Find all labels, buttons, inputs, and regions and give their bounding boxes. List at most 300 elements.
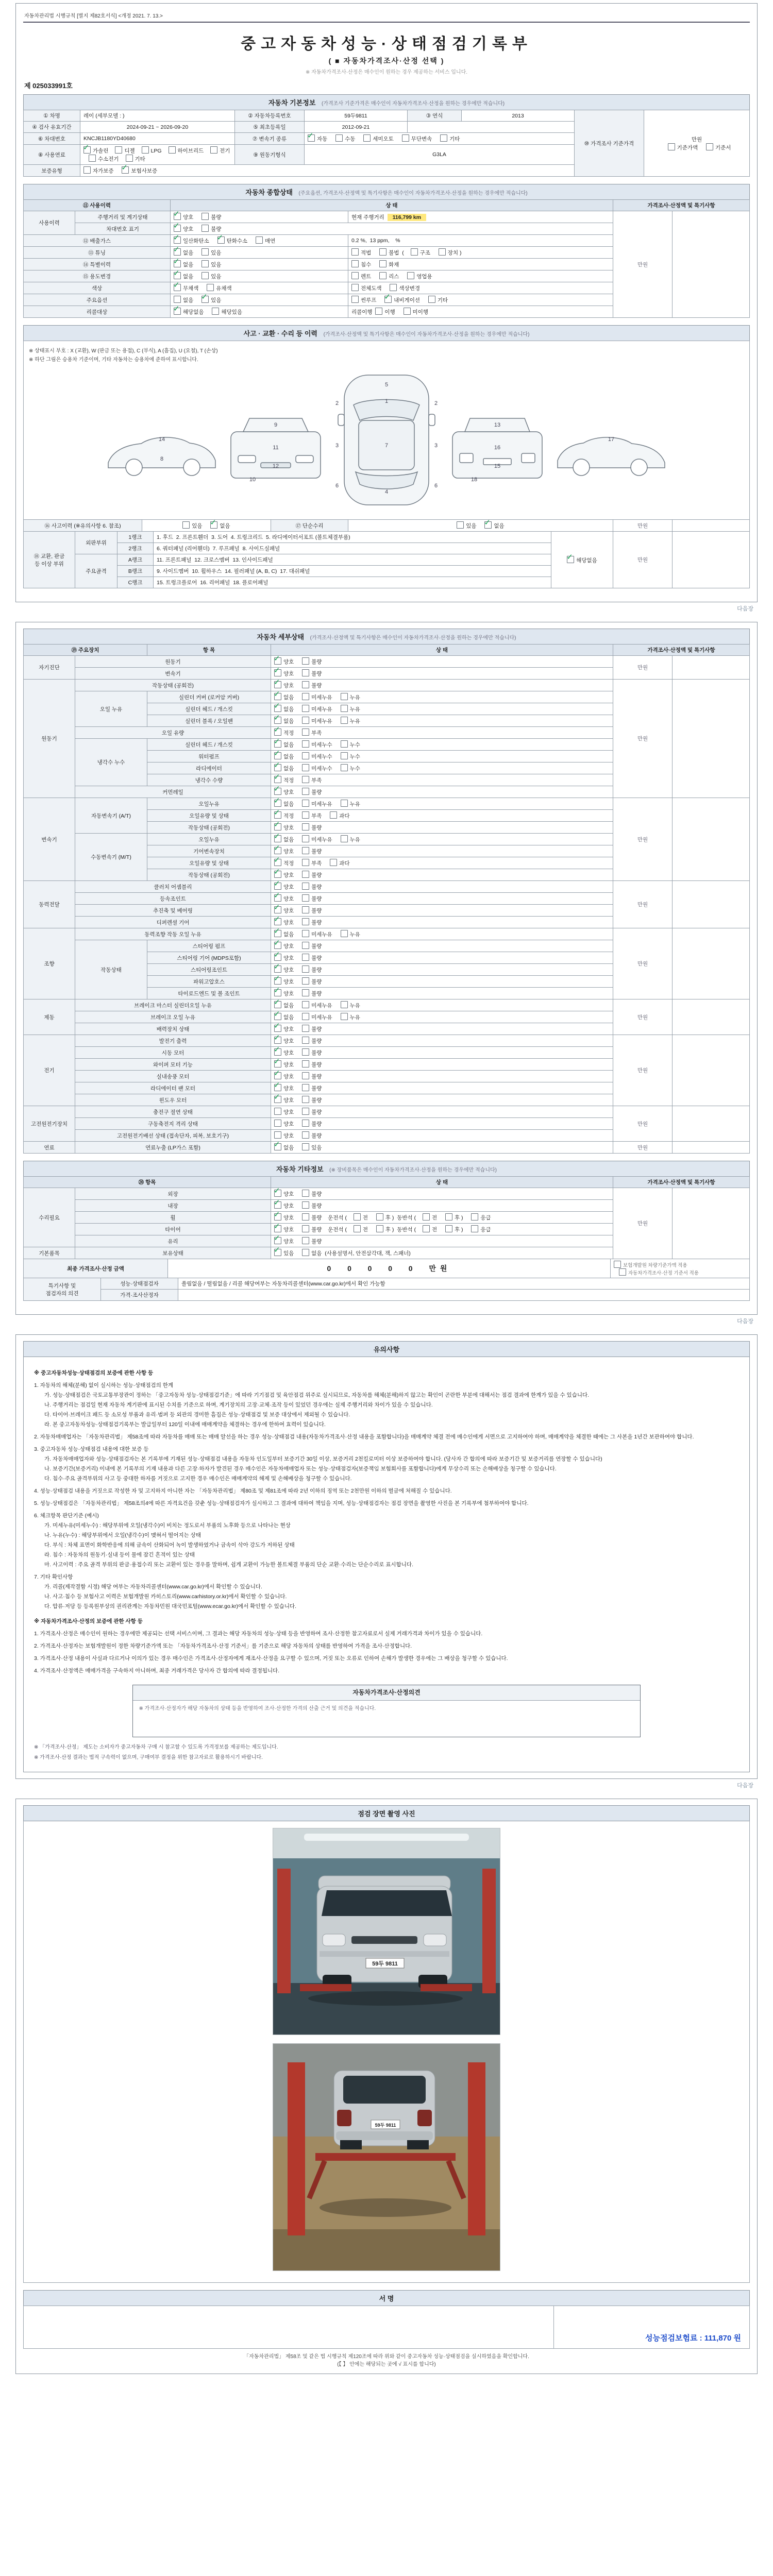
checkbox[interactable] — [115, 146, 122, 154]
checkbox[interactable] — [256, 236, 263, 244]
checkbox-checked[interactable] — [217, 236, 225, 244]
checkbox[interactable] — [341, 1013, 348, 1020]
checkbox-checked[interactable] — [174, 225, 181, 232]
checkbox-checked[interactable] — [274, 693, 281, 700]
checkbox[interactable] — [302, 811, 309, 819]
checkbox[interactable] — [668, 143, 675, 150]
cell: ✓ 없음 미세누유 누유 — [271, 703, 613, 715]
checkbox[interactable] — [302, 1190, 309, 1197]
cell: ✓ 적정 부족 과다 — [271, 810, 613, 822]
cell: 보증유형 — [24, 165, 80, 177]
checkbox[interactable] — [706, 143, 713, 150]
text-line: 다. 부식 : 차체 표면이 화학반응에 의해 금속이 산화되어 녹이 발생하였거나 금속이 삭아 강도가 저하된 상태 — [44, 1542, 295, 1548]
checkbox[interactable] — [614, 1261, 621, 1268]
cell: ⑰ 단순수리 — [271, 520, 348, 532]
next-page-link[interactable]: 다음장 — [737, 1782, 753, 1789]
checkbox-checked[interactable] — [274, 883, 281, 890]
text-line: (【 】 안에는 해당되는 곳에 √ 표시를 합니다) — [337, 2361, 436, 2367]
cell: KNCJB1180YD40680 — [80, 133, 235, 145]
checkbox-checked[interactable] — [174, 236, 181, 244]
checkbox[interactable] — [207, 284, 214, 291]
checkbox-checked[interactable] — [201, 296, 209, 303]
cell: 변속기 — [24, 798, 75, 881]
checkbox[interactable] — [83, 166, 91, 174]
cell: 11. 프론트패널 12. 크로스멤버 13. 인사이드패널 — [154, 554, 551, 566]
checkbox[interactable] — [402, 134, 409, 142]
cell — [672, 656, 749, 680]
checkbox-checked[interactable] — [174, 260, 181, 267]
cell: 브레이크 오일 누유 — [75, 1011, 271, 1023]
checkbox[interactable] — [302, 1237, 309, 1244]
checkbox[interactable] — [302, 883, 309, 890]
checkbox-checked[interactable] — [274, 1060, 281, 1067]
checkbox-checked[interactable] — [274, 859, 281, 866]
checkbox-checked[interactable] — [567, 556, 574, 563]
checkbox-checked[interactable] — [274, 728, 281, 736]
checkbox[interactable] — [471, 1213, 478, 1221]
cell: 9. 사이드멤버 10. 휠하우스 14. 필러패널 (A, B, C) 17. 대쉬패널 — [154, 566, 551, 577]
checkbox-checked[interactable] — [274, 1037, 281, 1044]
checkbox-checked[interactable] — [174, 272, 181, 279]
checkbox[interactable] — [379, 248, 386, 256]
section-title: 자동차 세부상태 — [257, 633, 305, 641]
checkbox[interactable] — [376, 1213, 383, 1221]
cell: C랭크 — [117, 577, 154, 588]
checkbox-checked[interactable] — [274, 740, 281, 748]
checkbox-checked[interactable] — [274, 1225, 281, 1232]
checkbox[interactable] — [201, 260, 209, 267]
cell: 6. 쿼터패널 (리어휀더) 7. 루프패널 8. 사이드실패널 — [154, 543, 551, 554]
checkbox[interactable] — [302, 800, 309, 807]
cell: 수동변속기 (M/T) — [75, 834, 147, 881]
checkbox[interactable] — [174, 296, 181, 303]
checkbox[interactable] — [210, 146, 217, 154]
checkbox[interactable] — [379, 272, 386, 279]
checkbox[interactable] — [354, 1225, 361, 1232]
text-line: 4. 가격조사·산정액은 매매가격을 구속하지 아니하며, 최종 거래가격은 당사자 간 합의에 따라 결정됩니다. — [34, 1668, 280, 1674]
checkbox[interactable] — [341, 752, 348, 759]
next-page-link[interactable]: 다음장 — [737, 606, 753, 612]
cell: 있음 ✓ 없음 — [348, 520, 613, 532]
cell: 성능·상태점검자 — [101, 1278, 178, 1290]
checkbox[interactable] — [302, 1096, 309, 1103]
checkbox[interactable] — [201, 272, 209, 279]
checkbox[interactable] — [302, 1084, 309, 1091]
checkbox-checked[interactable] — [274, 1072, 281, 1079]
checkbox[interactable] — [341, 740, 348, 748]
page-3 — [15, 1334, 758, 1779]
cell: 오일유량 및 상태 — [147, 857, 271, 869]
checkbox[interactable] — [354, 1213, 361, 1221]
checkbox[interactable] — [302, 705, 309, 712]
checkbox[interactable] — [330, 811, 337, 819]
svg-text:3: 3 — [335, 443, 339, 449]
cell: ✓ 없음 있음 — [171, 270, 348, 282]
checkbox[interactable] — [341, 764, 348, 771]
checkbox[interactable] — [351, 260, 359, 267]
checkbox[interactable] — [341, 717, 348, 724]
cell: 고전원전기장치 — [24, 1106, 75, 1142]
checkbox[interactable] — [201, 225, 209, 232]
checkbox-checked[interactable] — [274, 1096, 281, 1103]
checkbox[interactable] — [351, 248, 359, 256]
checkbox[interactable] — [302, 693, 309, 700]
signature-table — [23, 2306, 750, 2349]
cell: ✓ 양호 불량 — [271, 988, 613, 999]
inspector-opinion-table — [23, 1278, 750, 1301]
cell: ✓ 없음 미세누유 누유 — [271, 834, 613, 845]
cell: 보험개발원 차량기준가액 적용 자동차가격조사·산정 기준서 적용 — [611, 1259, 750, 1278]
checkbox[interactable] — [351, 296, 359, 303]
checkbox[interactable] — [302, 740, 309, 748]
checkbox[interactable] — [341, 705, 348, 712]
checkbox[interactable] — [201, 213, 209, 220]
checkbox-checked[interactable] — [274, 717, 281, 724]
checkbox[interactable] — [302, 1072, 309, 1079]
checkbox-checked[interactable] — [274, 1048, 281, 1056]
cell: ✓ 양호 불량 — [271, 668, 613, 680]
cell: 워터펌프 — [147, 751, 271, 762]
photo-car-front-on-lift — [273, 1828, 500, 2035]
checkbox[interactable] — [201, 248, 209, 256]
checkbox[interactable] — [376, 1225, 383, 1232]
cell: 냉각수 수량 — [147, 774, 271, 786]
checkbox[interactable] — [302, 1131, 309, 1139]
checkbox[interactable] — [302, 1037, 309, 1044]
cell: ✓ 양호 불량 — [271, 1235, 613, 1247]
section-title: 점검 장면 촬영 사진 — [358, 1809, 415, 1818]
cell: ✓해당없음 — [551, 532, 613, 588]
text-line: 가. 미세누유(미세누수) : 해당부위에 오일(냉각수)이 비치는 정도로서 부품의 노후화 등으로 나타나는 현상 — [44, 1522, 291, 1529]
checkbox[interactable] — [457, 521, 464, 529]
checkbox-checked[interactable] — [274, 1237, 281, 1244]
checkbox[interactable] — [335, 134, 343, 142]
cell: 1랭크 — [117, 532, 154, 543]
checkbox[interactable] — [302, 871, 309, 878]
checkbox[interactable] — [302, 954, 309, 961]
checkbox-checked[interactable] — [274, 1025, 281, 1032]
cell: ✓ 일산화탄소 ✓ 탄화수소 매연 — [171, 235, 348, 247]
checkbox[interactable] — [423, 1225, 430, 1232]
cell: 주요옵션 — [24, 294, 171, 306]
checkbox-checked[interactable] — [274, 1084, 281, 1091]
cell: 외장 — [75, 1188, 271, 1200]
checkbox[interactable] — [439, 248, 446, 256]
checkbox[interactable] — [302, 1143, 309, 1150]
checkbox[interactable] — [302, 657, 309, 665]
checkbox[interactable] — [471, 1225, 478, 1232]
checkbox-checked[interactable] — [174, 248, 181, 256]
checkbox[interactable] — [619, 1268, 626, 1276]
checkbox-checked[interactable] — [122, 166, 129, 174]
checkbox[interactable] — [404, 308, 411, 315]
section-title: 자동차 종합상태 — [245, 189, 293, 196]
highlighted-value: 116,799 km — [388, 214, 426, 221]
checkbox[interactable] — [302, 977, 309, 985]
checkbox[interactable] — [142, 146, 149, 154]
checkbox-checked[interactable] — [274, 1013, 281, 1020]
checkbox[interactable] — [445, 1213, 452, 1221]
cell: 만원 — [613, 798, 672, 881]
checkbox[interactable] — [302, 788, 309, 795]
checkbox[interactable] — [302, 930, 309, 937]
checkbox[interactable] — [302, 717, 309, 724]
checkbox[interactable] — [440, 134, 447, 142]
damage-diagram-note: ※ 하단 그림은 승용차 기준이며, 기타 자동차는 승용차에 준하여 표시합니다. — [29, 357, 198, 363]
cell: ✓ 양호 불량 — [271, 656, 613, 668]
checkbox[interactable] — [126, 155, 133, 162]
section-photos-header — [23, 1805, 750, 1821]
checkbox[interactable] — [302, 918, 309, 925]
checkbox-checked[interactable] — [274, 1213, 281, 1221]
checkbox-checked[interactable] — [274, 764, 281, 771]
notice-list — [34, 1369, 739, 1675]
cell: ✓ 양호 불량 — [271, 952, 613, 964]
checkbox-checked[interactable] — [274, 989, 281, 996]
detail-condition-table — [23, 644, 750, 1154]
cell: 전체도색 색상변경 — [348, 282, 613, 294]
checkbox-checked[interactable] — [274, 800, 281, 807]
cell: 타이로드엔드 및 볼 조인트 — [147, 988, 271, 999]
cell: 있음 ✓ 없음 — [142, 520, 271, 532]
checkbox[interactable] — [379, 260, 386, 267]
checkbox[interactable] — [445, 1225, 452, 1232]
checkbox[interactable] — [341, 800, 348, 807]
insurance-fee: 성능점검보험료 : 111,870 원 — [554, 2306, 750, 2348]
checkbox[interactable] — [341, 1001, 348, 1008]
checkbox-checked[interactable] — [274, 1201, 281, 1209]
text-line: 1. 가격조사·산정은 매수인이 원하는 경우에만 제공되는 선택 서비스이며, 그 결과는 해당 자동차의 성능·상태 등을 반영하여 조사·산정한 참고자료로서 실제 거래가격과 차이가 있을 수 있습니다. — [34, 1631, 483, 1637]
checkbox[interactable] — [169, 146, 176, 154]
cell: ⑬ 튜닝 — [24, 247, 171, 259]
checkbox[interactable] — [212, 308, 219, 315]
cell: 윈도우 모터 — [75, 1094, 271, 1106]
checkbox[interactable] — [423, 1213, 430, 1221]
checkbox-checked[interactable] — [274, 657, 281, 665]
checkbox[interactable] — [302, 965, 309, 973]
cell: 동력조향 작동 오일 누유 — [75, 928, 271, 940]
damage-code-legend: ※ 상태표시 부호 : X (교환), W (판금 또는 용접), C (부식), A (흠집), U (요철), T (손상) — [29, 348, 218, 354]
checkbox[interactable] — [302, 894, 309, 902]
notice-footnotes — [34, 1743, 739, 1761]
header-cell: 가격조사·산정액 및 특기사항 — [613, 200, 749, 211]
document-number: 제 025033991호 — [24, 82, 73, 90]
cell: 충전구 절연 상태 — [75, 1106, 271, 1118]
cell: 변속기 — [75, 668, 271, 680]
checkbox[interactable] — [351, 272, 359, 279]
svg-text:5: 5 — [384, 382, 389, 388]
cell: 발전기 출력 — [75, 1035, 271, 1047]
checkbox-checked[interactable] — [274, 918, 281, 925]
section-title: 유의사항 — [373, 1346, 400, 1353]
cell — [672, 798, 749, 881]
checkbox-checked[interactable] — [274, 847, 281, 854]
checkbox[interactable] — [302, 847, 309, 854]
checkbox[interactable] — [302, 752, 309, 759]
checkbox-checked[interactable] — [274, 977, 281, 985]
cell: ✓ 양호 불량 — [271, 1023, 613, 1035]
checkbox[interactable] — [302, 764, 309, 771]
checkbox[interactable] — [428, 296, 435, 303]
checkbox-checked[interactable] — [484, 521, 492, 529]
checkbox[interactable] — [302, 1108, 309, 1115]
cell: ⑦ 변속기 종류 — [235, 133, 305, 145]
checkbox[interactable] — [302, 989, 309, 996]
cell: ✓ 양호 불량 — [271, 1071, 613, 1082]
cell: 현재 주행거리 116,799 km — [348, 211, 613, 223]
cell: ✓ 양호 불량 운전석 ( 전 후 ) 동반석 ( 전 후 ) 응급 — [271, 1212, 613, 1224]
text-line: 라. 본 중고자동차성능·상태점검기록부는 발급일부터 120일 이내에 매매계약을 체결하는 경우에 한하여 효력이 있습니다. — [44, 1421, 326, 1428]
cell: 유리 — [75, 1235, 271, 1247]
checkbox-checked[interactable] — [274, 1001, 281, 1008]
checkbox[interactable] — [302, 1001, 309, 1008]
cell — [672, 680, 749, 798]
checkbox[interactable] — [341, 930, 348, 937]
svg-text:2: 2 — [335, 400, 339, 406]
section-title: 자동차 기타정보 — [276, 1165, 324, 1173]
cell: 동력전달 — [24, 881, 75, 928]
checkbox[interactable] — [302, 1120, 309, 1127]
checkbox[interactable] — [341, 693, 348, 700]
cell: ✓ 양호 불량 — [271, 1059, 613, 1071]
checkbox-checked[interactable] — [274, 1249, 281, 1256]
checkbox-checked[interactable] — [174, 308, 181, 315]
cell: 레이 (세부모델 : ) — [80, 110, 235, 122]
text-line: ※ 중고자동차성능·상태점검의 보증에 관한 사항 등 — [34, 1370, 154, 1376]
cell: 색상 — [24, 282, 171, 294]
section-title: 사고 · 교환 · 수리 등 이력 — [243, 330, 317, 337]
checkbox[interactable] — [330, 859, 337, 866]
checkbox-checked[interactable] — [274, 776, 281, 783]
document-subtitle-note: ※ 자동차가격조사·산정은 매수인이 원하는 경우 제공하는 서비스 입니다. — [305, 70, 468, 75]
svg-text:11: 11 — [273, 445, 279, 451]
checkbox-checked[interactable] — [274, 871, 281, 878]
checkbox[interactable] — [89, 155, 96, 162]
cell: 가격·조사산정자 — [101, 1290, 178, 1301]
text-line: 나. 주행거리는 점검일 현재 자동차 계기판에 표시된 수치를 기준으로 하며, 계기장치의 고장·교체·조작 등이 있었던 경우에는 실제 주행거리와 차이가 있을 수 있습니다. — [44, 1402, 433, 1408]
checkbox-checked[interactable] — [274, 788, 281, 795]
checkbox-checked[interactable] — [274, 811, 281, 819]
text-line: 마. 사고이력 : 주요 골격 부위의 판금·용접수리 또는 교환이 있는 경우를 말하며, 쉽게 교환이 가능한 볼트체결 부품의 단순 교환·수리는 단순수리로 표시합니다. — [44, 1562, 414, 1568]
checkbox[interactable] — [302, 1201, 309, 1209]
cell: 만원 — [613, 532, 673, 588]
cell: ✓ 없음 미세누유 누유 — [271, 715, 613, 727]
cell: ④ 검사 유효기간 — [24, 122, 80, 133]
checkbox[interactable] — [302, 1048, 309, 1056]
checkbox[interactable] — [302, 728, 309, 736]
cell: ⑭ 특별이력 — [24, 259, 171, 270]
cell: 썬루프 ✓ 내비게이션 기타 — [348, 294, 613, 306]
checkbox[interactable] — [302, 859, 309, 866]
checkbox-checked[interactable] — [274, 835, 281, 842]
checkbox[interactable] — [302, 1249, 309, 1256]
checkbox[interactable] — [375, 308, 382, 315]
checkbox[interactable] — [411, 248, 418, 256]
section-notice-header — [23, 1341, 750, 1357]
cell: 만원 — [613, 1142, 672, 1154]
cell: 보유상태 — [75, 1247, 271, 1259]
checkbox[interactable] — [302, 776, 309, 783]
checkbox-checked[interactable] — [83, 146, 91, 154]
checkbox-checked[interactable] — [274, 752, 281, 759]
cell: 양호 불량 — [271, 1130, 613, 1142]
checkbox[interactable] — [302, 1013, 309, 1020]
cell: 냉각수 누수 — [75, 739, 147, 786]
checkbox-checked[interactable] — [210, 521, 217, 529]
cell: 타이어 — [75, 1224, 271, 1235]
cell: 내장 — [75, 1200, 271, 1212]
checkbox-checked[interactable] — [174, 213, 181, 220]
text-line: ※ 가격조사·산정 결과는 법적 구속력이 없으며, 구매여부 결정을 위한 참고자료로 활용하시기 바랍니다. — [34, 1754, 263, 1760]
checkbox-checked[interactable] — [274, 954, 281, 961]
checkbox[interactable] — [302, 906, 309, 913]
checkbox-checked[interactable] — [274, 894, 281, 902]
checkbox-checked[interactable] — [308, 134, 315, 142]
checkbox[interactable] — [351, 284, 359, 291]
checkbox[interactable] — [274, 1131, 281, 1139]
checkbox-checked[interactable] — [274, 942, 281, 949]
cell: 침수 화재 — [348, 259, 613, 270]
cell — [673, 532, 750, 588]
page-1 — [15, 3, 758, 602]
checkbox-checked[interactable] — [384, 296, 392, 303]
cell: ② 자동차등록번호 — [235, 110, 305, 122]
accident-history-table — [23, 519, 750, 532]
checkbox[interactable] — [302, 835, 309, 842]
checkbox-checked[interactable] — [274, 705, 281, 712]
cell: 제동 — [24, 999, 75, 1035]
cell: 와이퍼 모터 기능 — [75, 1059, 271, 1071]
next-page-link[interactable]: 다음장 — [737, 1318, 753, 1325]
cell: 추진축 및 베어링 — [75, 905, 271, 917]
cell: 연료누출 (LP가스 포함) — [75, 1142, 271, 1154]
cell: ✓ 양호 불량 — [271, 869, 613, 881]
checkbox-checked[interactable] — [174, 284, 181, 291]
svg-text:9: 9 — [274, 422, 278, 428]
checkbox[interactable] — [274, 1108, 281, 1115]
checkbox[interactable] — [390, 284, 397, 291]
checkbox[interactable] — [363, 134, 371, 142]
cell: 원동기 — [24, 680, 75, 798]
checkbox[interactable] — [302, 1060, 309, 1067]
checkbox-checked[interactable] — [274, 930, 281, 937]
section-detail-header — [23, 629, 750, 645]
checkbox-checked[interactable] — [274, 823, 281, 831]
checkbox[interactable] — [302, 942, 309, 949]
checkbox[interactable] — [274, 1120, 281, 1127]
cell: ✓ 없음 미세누수 누수 — [271, 751, 613, 762]
checkbox[interactable] — [407, 272, 414, 279]
checkbox[interactable] — [302, 681, 309, 688]
checkbox[interactable] — [302, 823, 309, 831]
checkbox-checked[interactable] — [274, 906, 281, 913]
cell: ① 차명 — [24, 110, 80, 122]
checkbox-checked[interactable] — [274, 1143, 281, 1150]
checkbox[interactable] — [302, 1225, 309, 1232]
checkbox-checked[interactable] — [274, 669, 281, 676]
checkbox-checked[interactable] — [274, 965, 281, 973]
cell: 연료 — [24, 1142, 75, 1154]
checkbox[interactable] — [341, 835, 348, 842]
checkbox-checked[interactable] — [274, 681, 281, 688]
checkbox[interactable] — [302, 1213, 309, 1221]
checkbox[interactable] — [182, 521, 190, 529]
checkbox-checked[interactable] — [274, 1190, 281, 1197]
checkbox[interactable] — [302, 669, 309, 676]
section-title: 자동차 기본정보 — [268, 99, 316, 107]
cell: ⑮ 용도변경 — [24, 270, 171, 282]
checkbox[interactable] — [302, 1025, 309, 1032]
